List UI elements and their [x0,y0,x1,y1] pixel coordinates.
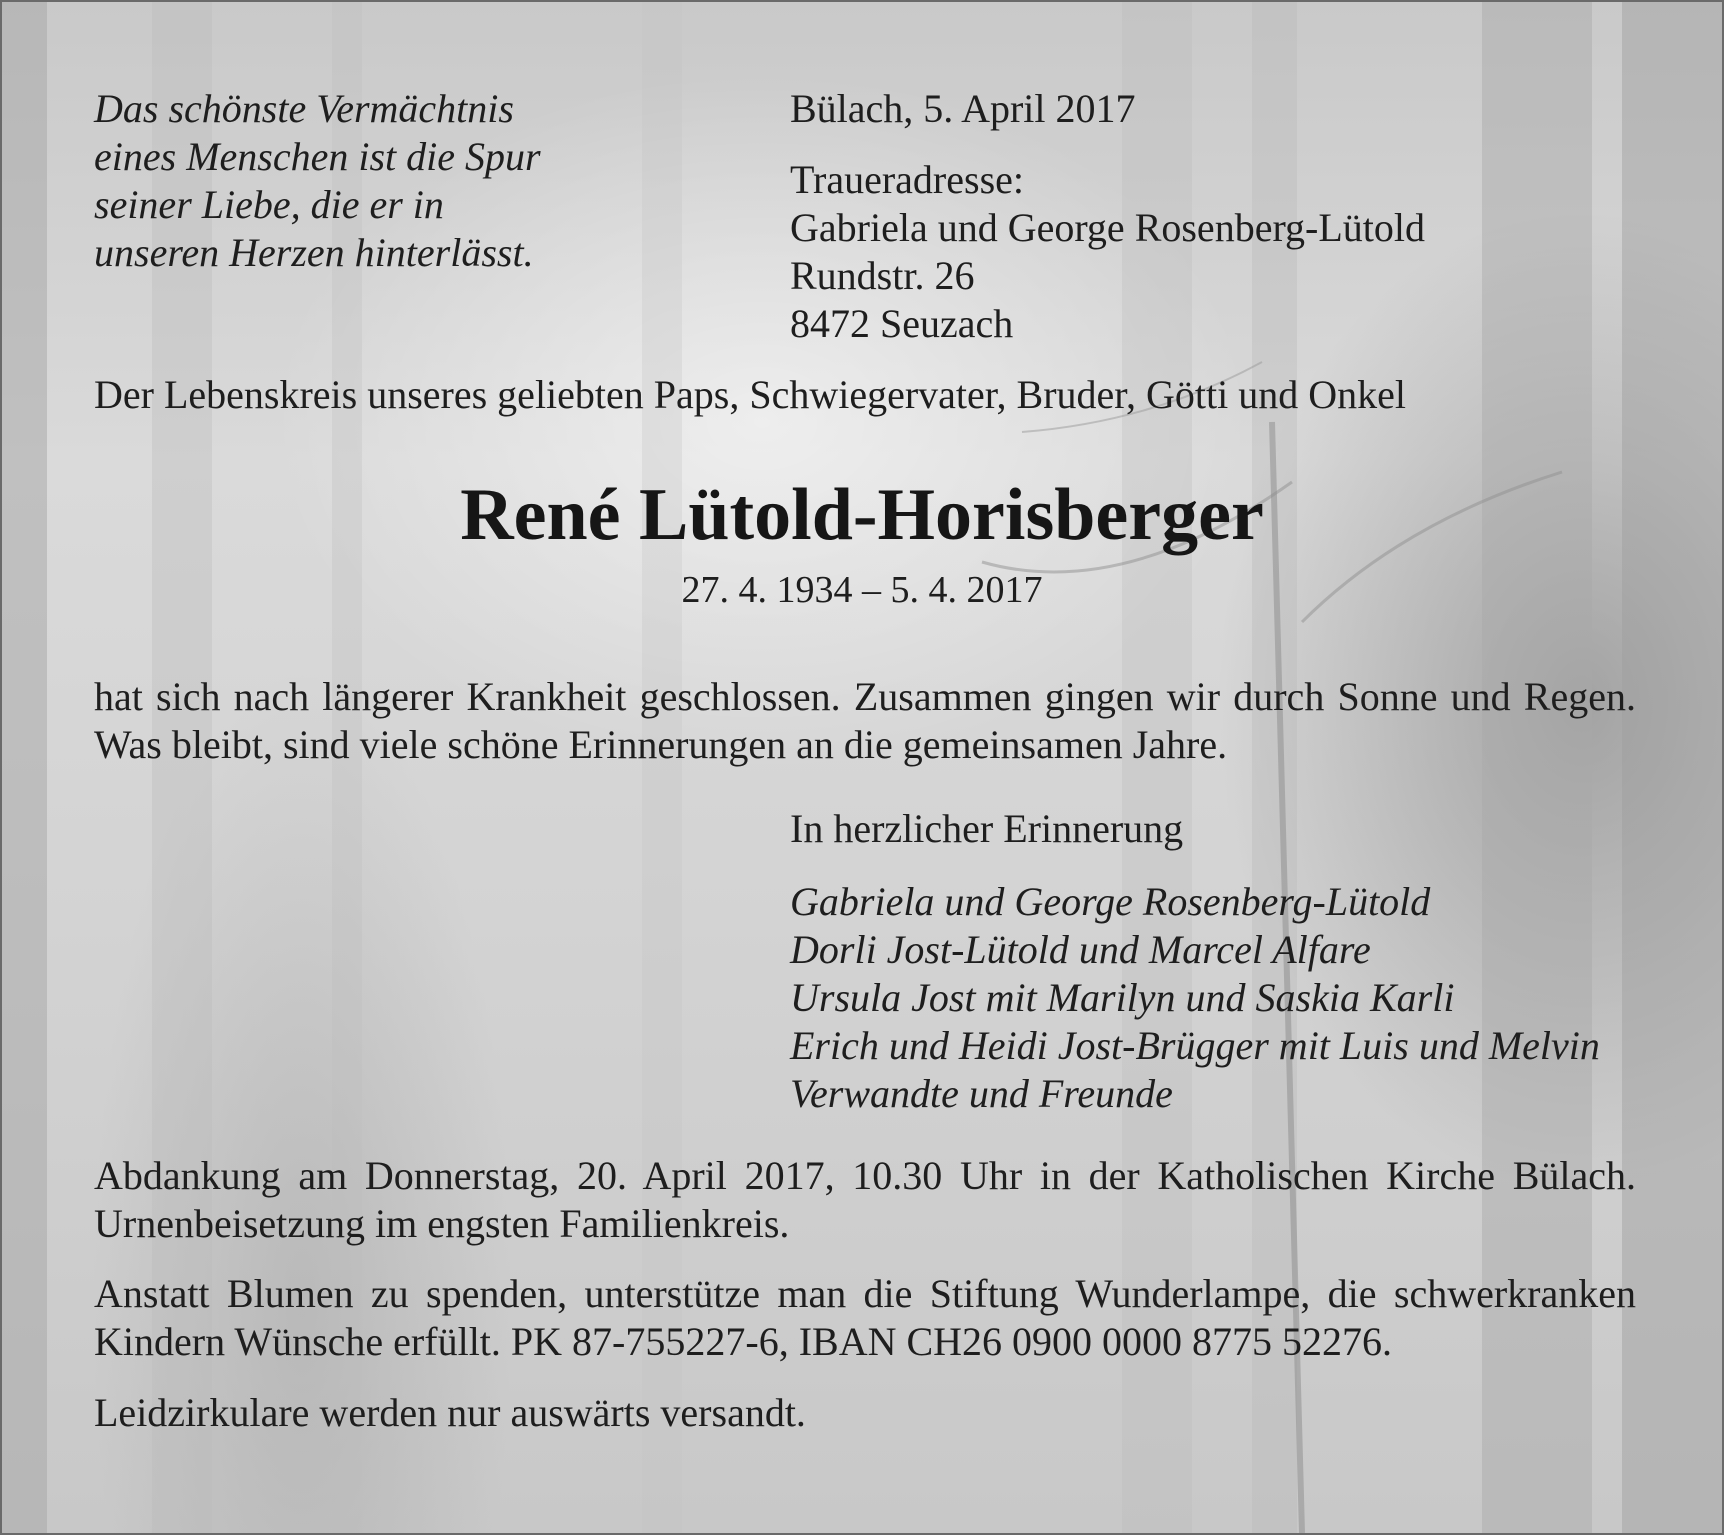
address-label: Traueradresse: [790,157,1025,202]
address-line: Rundstr. 26 [790,253,975,298]
deceased-name: René Lütold-Horisberger [460,474,1264,556]
mourner-name: Ursula Jost mit Marilyn und Saskia Karli [790,975,1455,1020]
ceremony-text: Abdankung am Donnerstag, 20. April 2017, 10.30 Uhr in der Katholischen Kirche Bülach. Urnenbeisetzung im engsten Familienkreis. [94,1153,1636,1246]
quote-line: unseren Herzen hinterlässt. [94,230,534,275]
address-line: 8472 Seuzach [790,301,1014,346]
quote-line: eines Menschen ist die Spur [94,134,541,179]
mourner-name: Gabriela und George Rosenberg-Lütold [790,879,1431,924]
mourning-address [790,156,1425,348]
message-text: hat sich nach längerer Krankheit geschlossen. Zusammen gingen wir durch Sonne und Regen. Was bleibt, sind viele schöne Erinnerungen an die gemeinsamen Jahre. [94,674,1636,767]
remembrance-heading: In herzlicher Erinnerung [790,806,1184,851]
intro-text: Der Lebenskreis unseres geliebten Paps, Schwiegervater, Bruder, Götti und Onkel [94,372,1406,417]
mourner-name: Verwandte und Freunde [790,1071,1173,1116]
quote-line: seiner Liebe, die er in [94,182,444,227]
circulars-text: Leidzirkulare werden nur auswärts versandt. [94,1390,806,1435]
donation-text: Anstatt Blumen zu spenden, unterstütze man die Stiftung Wunderlampe, die schwerkranken Kindern Wünsche erfüllt. PK 87-755227-6, IBAN CH26 0900 0000 8775 52276. [94,1271,1636,1364]
mourner-name: Erich und Heidi Jost-Brügger mit Luis und Melvin [790,1023,1600,1068]
quote [94,85,541,277]
place-date: Bülach, 5. April 2017 [790,86,1136,131]
mourner-name: Dorli Jost-Lütold und Marcel Alfare [790,927,1371,972]
life-dates: 27. 4. 1934 – 5. 4. 2017 [681,569,1043,611]
mourners-list [790,878,1600,1118]
quote-line: Das schönste Vermächtnis [94,86,514,131]
address-line: Gabriela und George Rosenberg-Lütold [790,205,1426,250]
